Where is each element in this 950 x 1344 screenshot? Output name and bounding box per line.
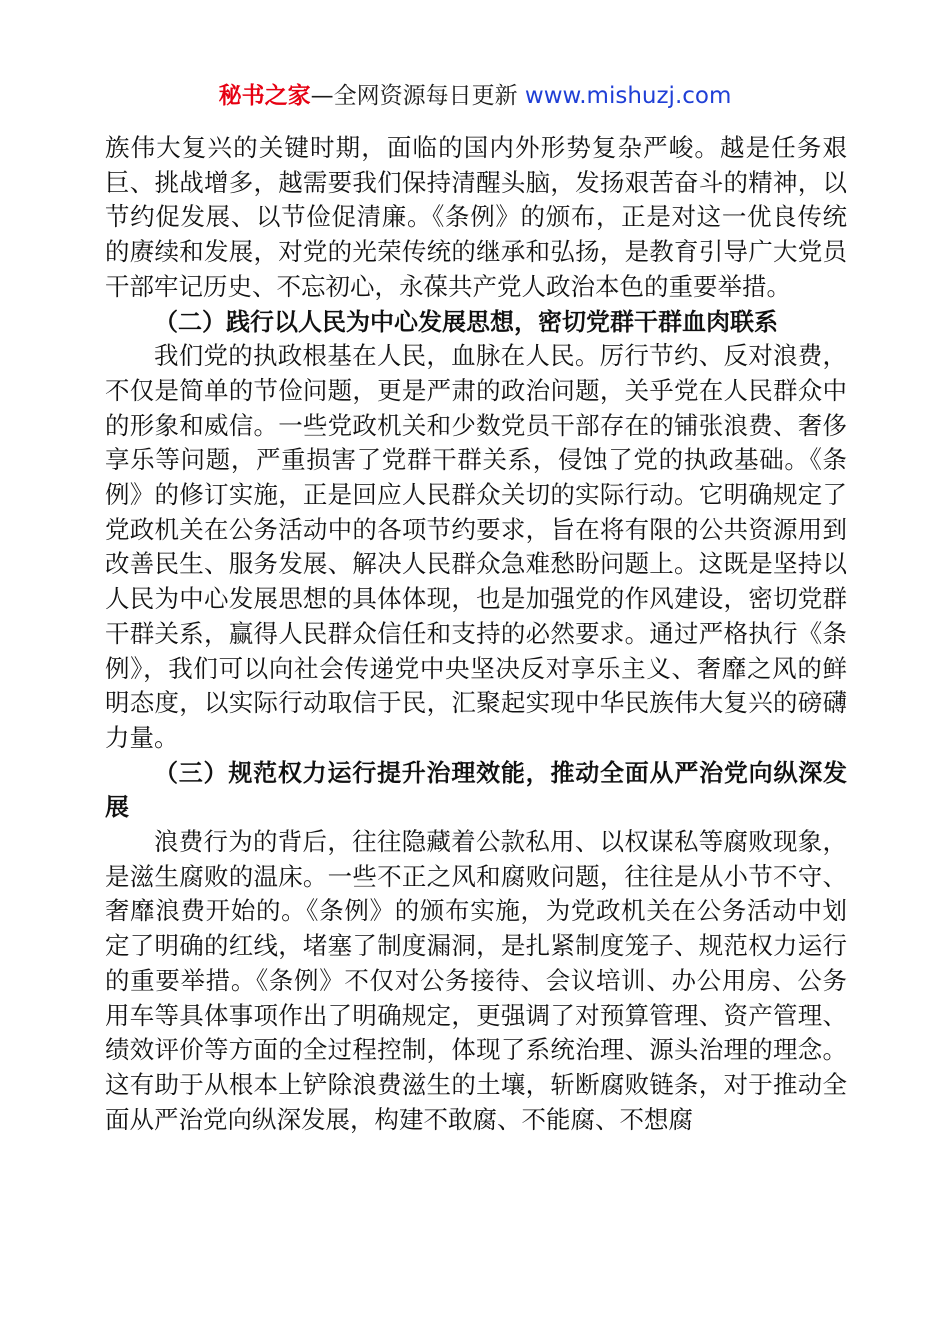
site-tagline: —全网资源每日更新 bbox=[310, 83, 525, 109]
section-paragraph-2: 我们党的执政根基在人民，血脉在人民。厉行节约、反对浪费，不仅是简单的节俭问题，更是严肃的政治问题，关乎党在人民群众中的形象和威信。一些党政机关和少数党员干部存在的铺张浪费、奢侈享乐等问题，严重损害了党群干群关系，侵蚀了党的执政基础。《条例》的修订实施，正是回应人民群众关切的实际行动。它明确规定了党政机关在公务活动中的各项节约要求，旨在将有限的公共资源用到改善民生、服务发展、解决人民群众急难愁盼问题上。这既是坚持以人民为中心发展思想的具体体现，也是加强党的作风建设，密切党群干群关系，赢得人民群众信任和支持的必然要求。通过严格执行《条例》，我们可以向社会传递党中央坚决反对享乐主义、奢靡之风的鲜明态度，以实际行动取信于民，汇聚起实现中华民族伟大复兴的磅礴力量。 bbox=[105, 341, 847, 752]
site-url-link[interactable]: www.mishuzj.com bbox=[524, 83, 732, 109]
intro-paragraph: 族伟大复兴的关键时期，面临的国内外形势复杂严峻。越是任务艰巨、挑战增多，越需要我们保持清醒头脑，发扬艰苦奋斗的精神，以节约促发展、以节俭促清廉。《条例》的颁布，正是对这一优良传统的赓续和发展，对党的光荣传统的继承和弘扬，是教育引导广大党员干部牢记历史、不忘初心，永葆共产党人政治本色的重要举措。 bbox=[105, 133, 847, 301]
site-brand: 秘书之家 bbox=[218, 83, 311, 109]
site-header bbox=[0, 80, 950, 112]
section-heading-3: （三）规范权力运行提升治理效能，推动全面从严治党向纵深发展 bbox=[105, 758, 847, 822]
document-body bbox=[105, 131, 847, 1137]
section-paragraph-3: 浪费行为的背后，往往隐藏着公款私用、以权谋私等腐败现象，是滋生腐败的温床。一些不正之风和腐败问题，往往是从小节不守、奢靡浪费开始的。《条例》的颁布实施，为党政机关在公务活动中划定了明确的红线，堵塞了制度漏洞，是扎紧制度笼子、规范权力运行的重要举措。《条例》不仅对公务接待、会议培训、办公用房、公务用车等具体事项作出了明确规定，更强调了对预算管理、资产管理、绩效评价等方面的全过程控制，体现了系统治理、源头治理的理念。这有助于从根本上铲除浪费滋生的土壤，斩断腐败链条，对于推动全面从严治党向纵深发展，构建不敢腐、不能腐、不想腐 bbox=[105, 827, 847, 1134]
section-heading-2: （二）践行以人民为中心发展思想，密切党群干群血肉联系 bbox=[154, 307, 778, 336]
